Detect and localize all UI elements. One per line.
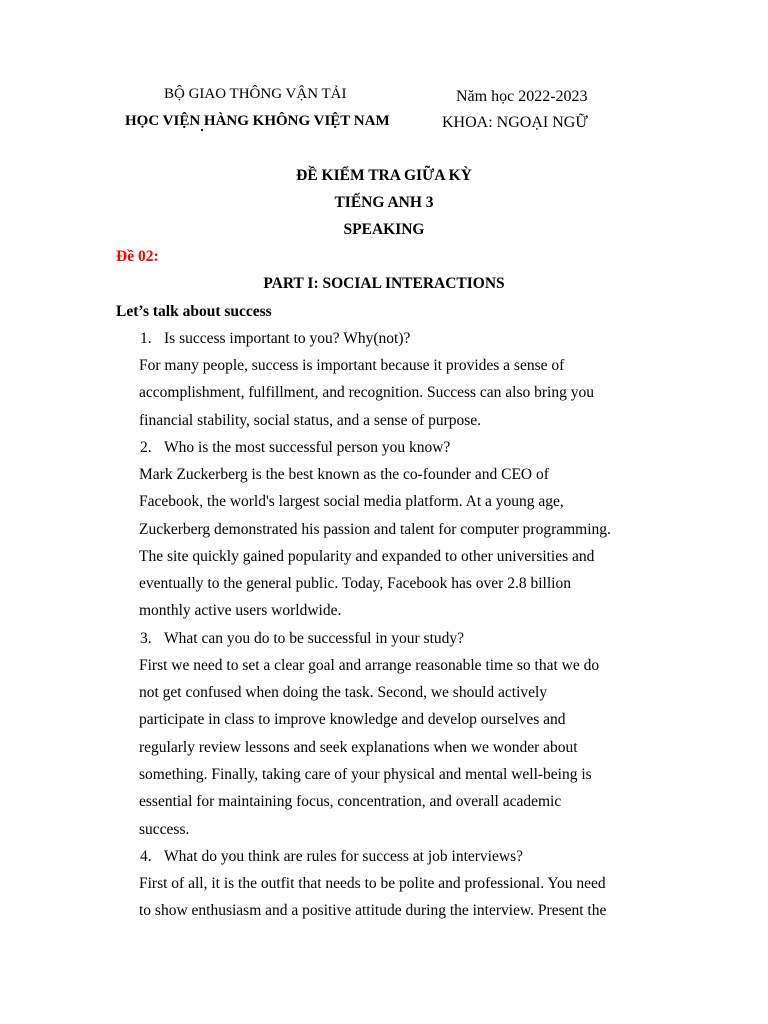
exam-title: ĐỀ KIỂM TRA GIỮA KỲ xyxy=(296,167,472,184)
answer-line: something. Finally, taking care of your physical and mental well-being is xyxy=(139,766,592,783)
ministry-name: BỘ GIAO THÔNG VẬN TẢI xyxy=(164,86,347,102)
stray-mark xyxy=(201,129,203,131)
question-4 xyxy=(140,848,523,866)
question-text: What do you think are rules for success at job interviews? xyxy=(164,848,523,865)
academy-name: HỌC VIỆN HÀNG KHÔNG VIỆT NAM xyxy=(125,113,390,129)
question-number: 1. xyxy=(140,330,152,347)
question-3 xyxy=(140,630,464,648)
answer-line: Mark Zuckerberg is the best known as the co-founder and CEO of xyxy=(139,466,549,483)
answer-line: First we need to set a clear goal and arrange reasonable time so that we do xyxy=(139,657,600,674)
answer-line: regularly review lessons and seek explanations when we wonder about xyxy=(139,739,578,756)
answer-line: monthly active users worldwide. xyxy=(139,602,342,619)
skill-title: SPEAKING xyxy=(343,221,425,238)
answer-line: accomplishment, fulfillment, and recognition. Success can also bring you xyxy=(139,384,594,401)
question-1 xyxy=(140,330,410,348)
answer-line: success. xyxy=(139,821,190,838)
part-title: PART I: SOCIAL INTERACTIONS xyxy=(263,275,505,292)
answer-line: financial stability, social status, and a sense of purpose. xyxy=(139,412,482,429)
answer-line: Zuckerberg demonstrated his passion and talent for computer programming. xyxy=(139,521,611,538)
answer-line: participate in class to improve knowledge and develop ourselves and xyxy=(139,711,566,728)
faculty-name: KHOA: NGOẠI NGỮ xyxy=(442,114,588,131)
question-2 xyxy=(140,439,450,457)
exam-code: Đề 02: xyxy=(116,248,159,265)
answer-line: essential for maintaining focus, concentration, and overall academic xyxy=(139,793,562,810)
answer-line: First of all, it is the outfit that needs to be polite and professional. You need xyxy=(139,875,606,892)
question-number: 3. xyxy=(140,630,152,647)
topic-heading: Let’s talk about success xyxy=(116,303,272,320)
answer-line: Facebook, the world's largest social media platform. At a young age, xyxy=(139,493,564,510)
answer-line: to show enthusiasm and a positive attitude during the interview. Present the xyxy=(139,902,607,919)
school-year: Năm học 2022-2023 xyxy=(456,88,588,105)
question-text: Who is the most successful person you know? xyxy=(164,439,451,456)
answer-line: not get confused when doing the task. Second, we should actively xyxy=(139,684,548,701)
question-number: 4. xyxy=(140,848,152,865)
question-text: Is success important to you? Why(not)? xyxy=(164,330,411,347)
question-number: 2. xyxy=(140,439,152,456)
question-text: What can you do to be successful in your study? xyxy=(164,630,465,647)
subject-title: TIẾNG ANH 3 xyxy=(334,194,434,211)
answer-line: eventually to the general public. Today, Facebook has over 2.8 billion xyxy=(139,575,571,592)
answer-line: For many people, success is important because it provides a sense of xyxy=(139,357,565,374)
answer-line: The site quickly gained popularity and expanded to other universities and xyxy=(139,548,595,565)
